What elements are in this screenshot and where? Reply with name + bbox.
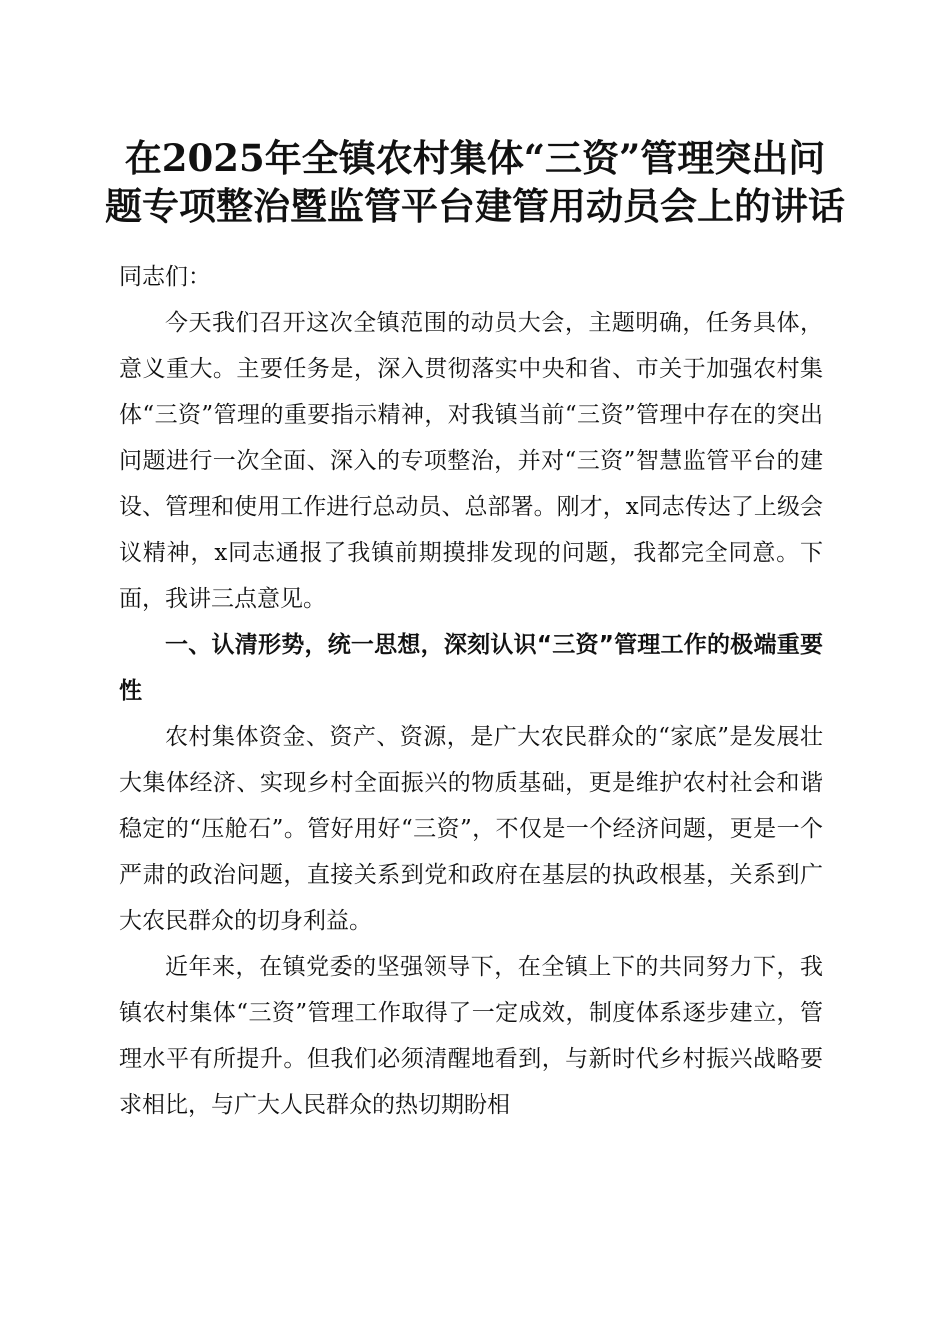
paragraph-assets: 农村集体资金、资产、资源，是广大农民群众的“家底”是发展壮大集体经济、实现乡村全面振兴的物质基础，更是维护农村社会和谐稳定的“压舱石”。管好用好“三资”，不仅是一个经济问题，更是一个严肃的政治问题，直接关系到党和政府在基层的执政根基，关系到广大农民群众的切身利益。: [119, 724, 823, 934]
section-heading-1: 一、认清形势，统一思想，深刻认识“三资”管理工作的极端重要性: [119, 632, 823, 704]
title-line-1: 在2025年全镇农村集体“三资”管理突出问: [124, 136, 826, 180]
title-line-2: 题专项整治暨监管平台建管用动员会上的讲话: [105, 184, 845, 228]
salutation: 同志们：: [119, 264, 211, 290]
document-body: [119, 254, 823, 1128]
document-title: [100, 134, 850, 230]
paragraph-intro: 今天我们召开这次全镇范围的动员大会，主题明确，任务具体，意义重大。主要任务是，深入贯彻落实中央和省、市关于加强农村集体“三资”管理的重要指示精神，对我镇当前“三资”管理中存在的突出问题进行一次全面、深入的专项整治，并对“三资”智慧监管平台的建设、管理和使用工作进行总动员、总部署。刚才，x同志传达了上级会议精神，x同志通报了我镇前期摸排发现的问题，我都完全同意。下面，我讲三点意见。: [119, 310, 823, 612]
paragraph-recent-years: 近年来，在镇党委的坚强领导下，在全镇上下的共同努力下，我镇农村集体“三资”管理工作取得了一定成效，制度体系逐步建立，管理水平有所提升。但我们必须清醒地看到，与新时代乡村振兴战略要求相比，与广大人民群众的热切期盼相: [119, 954, 823, 1118]
